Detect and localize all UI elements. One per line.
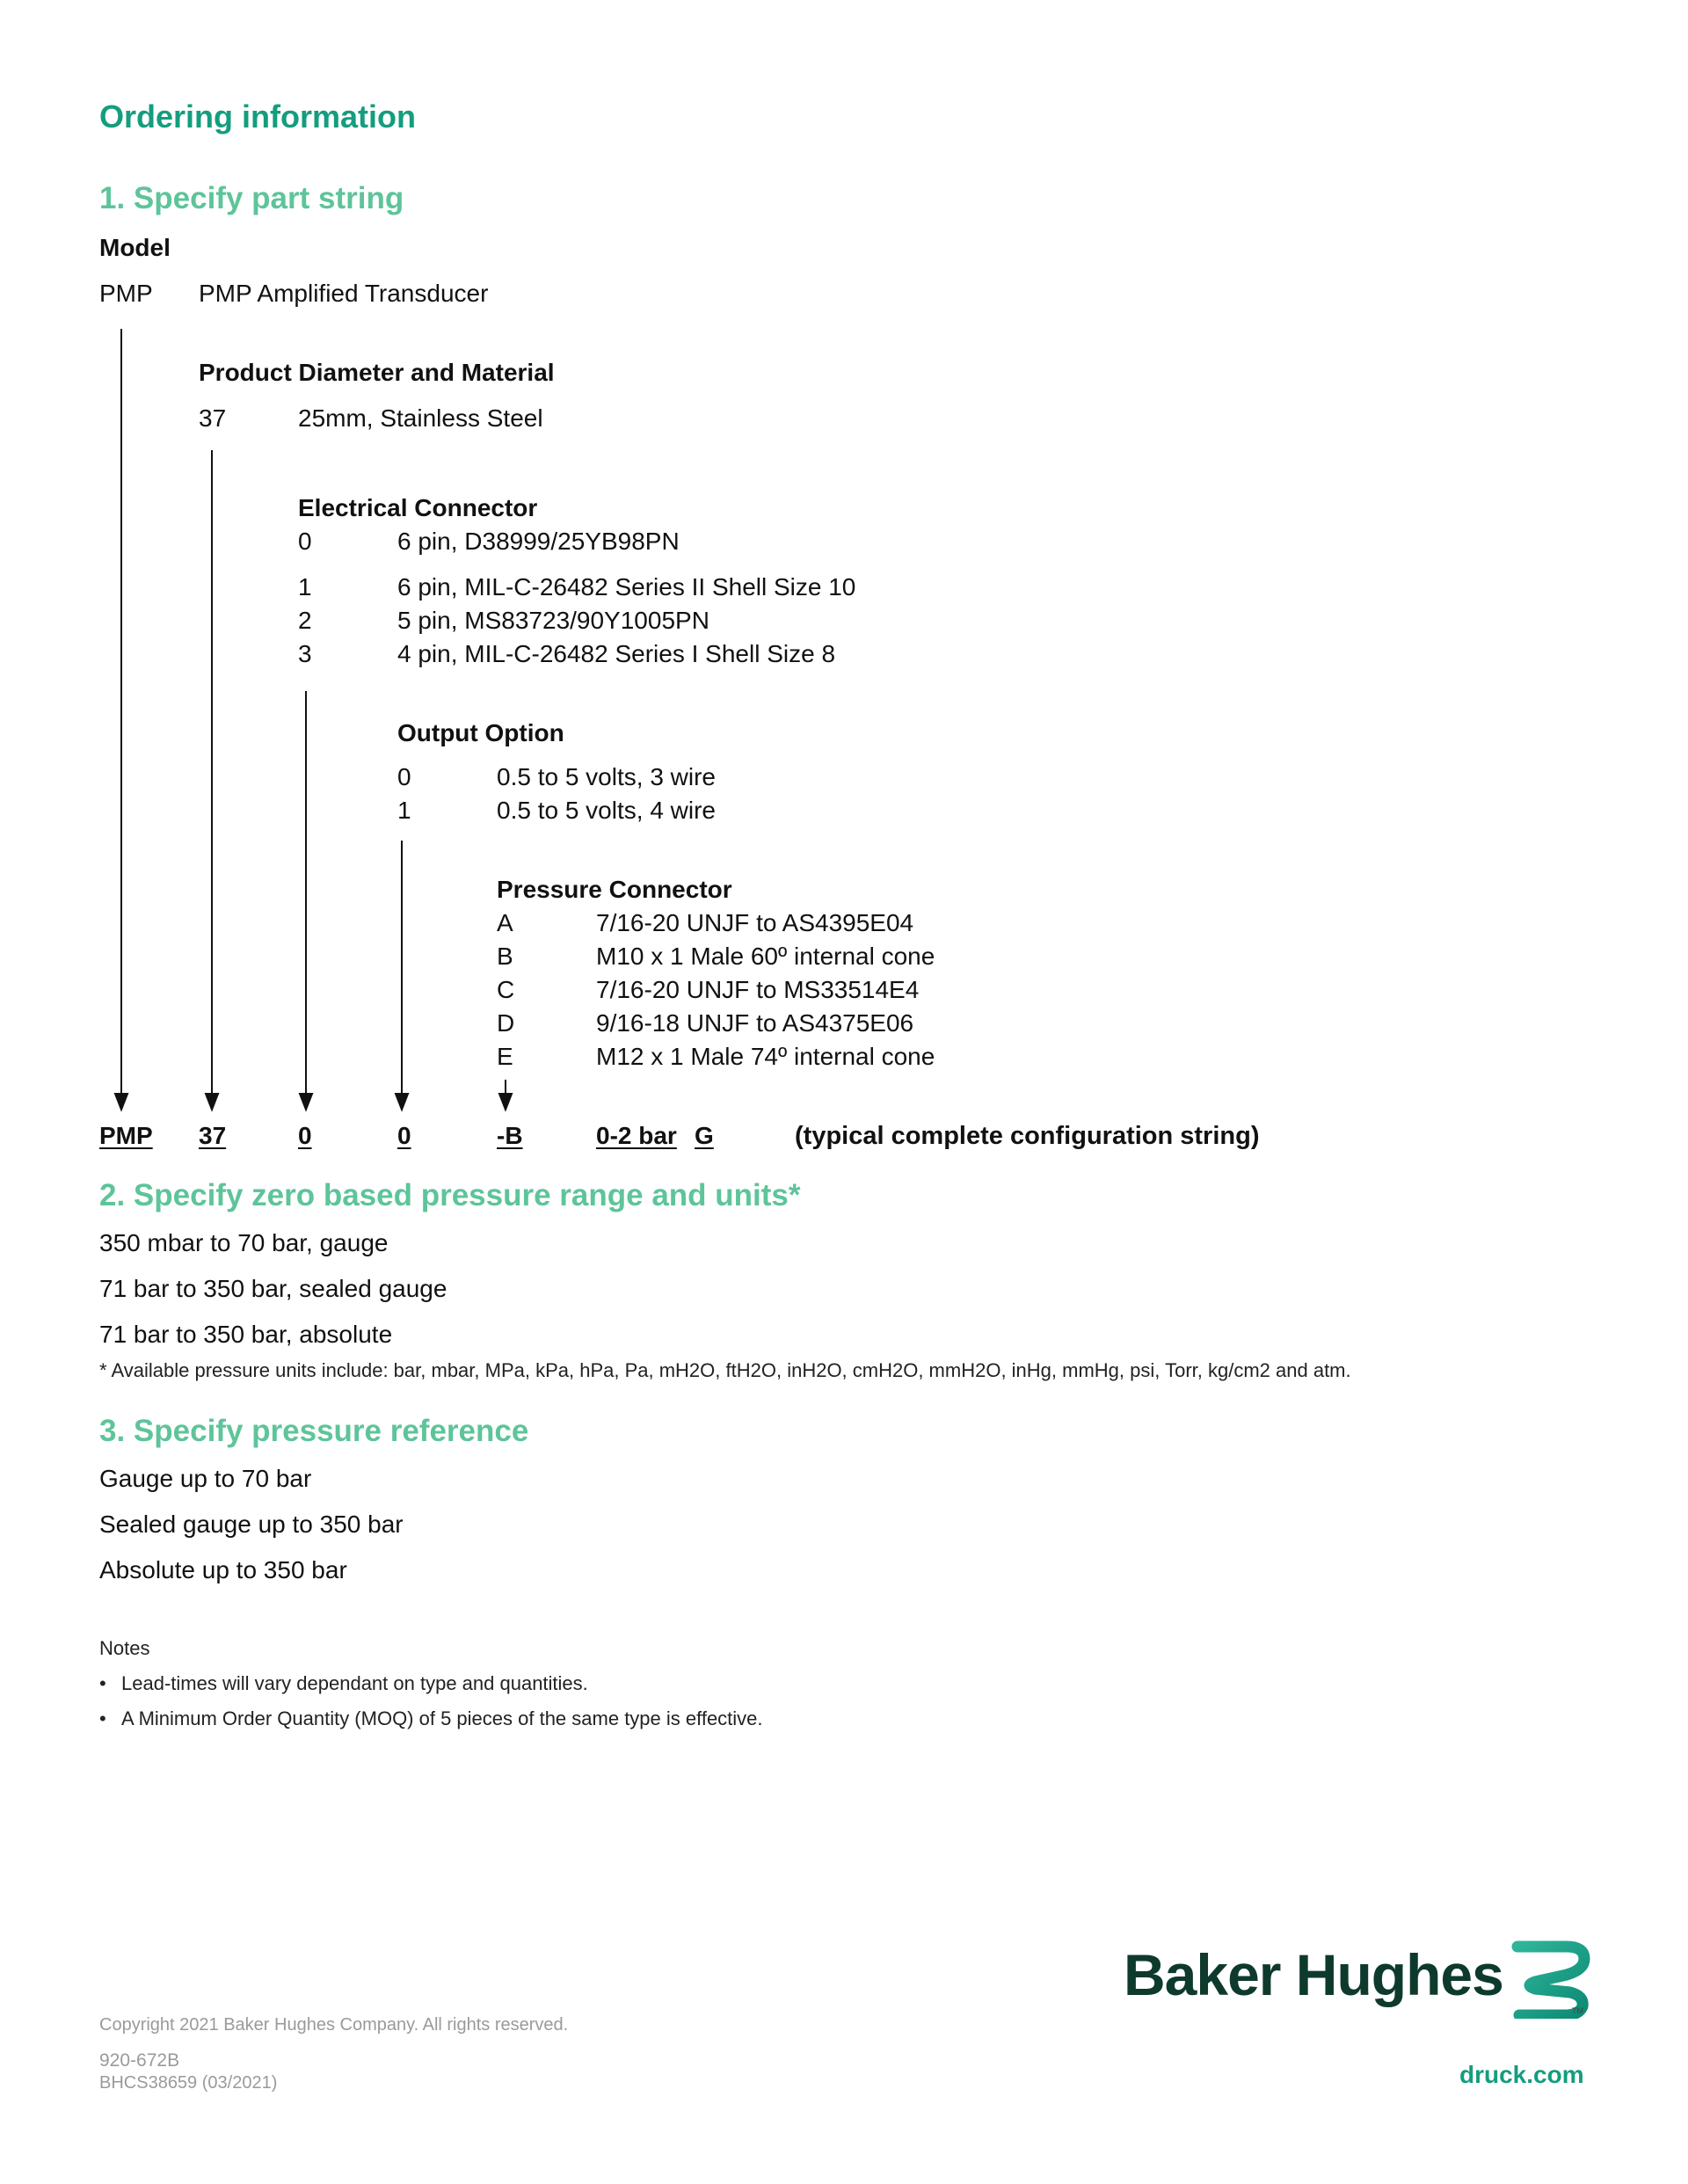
output-label: Output Option (397, 719, 564, 746)
config-reference: G (695, 1122, 714, 1149)
output-code-0: 0 (397, 763, 411, 790)
section3-heading: 3. Specify pressure reference (99, 1414, 529, 1448)
pc-code-c: C (497, 976, 515, 1003)
brand-name: Baker Hughes (1124, 1942, 1503, 2007)
diameter-code: 37 (199, 404, 227, 432)
model-label: Model (99, 234, 171, 261)
config-range: 0-2 bar (596, 1122, 677, 1149)
diameter-label: Product Diameter and Material (199, 359, 555, 386)
page-title: Ordering information (99, 98, 416, 135)
electrical-desc-3: 4 pin, MIL-C-26482 Series I Shell Size 8 (397, 640, 836, 667)
electrical-desc-2: 5 pin, MS83723/90Y1005PN (397, 607, 709, 634)
reference-item: Sealed gauge up to 350 bar (99, 1511, 404, 1538)
config-electrical: 0 (298, 1122, 312, 1149)
electrical-desc-1: 6 pin, MIL-C-26482 Series II Shell Size 10 (397, 573, 856, 601)
output-desc-1: 0.5 to 5 volts, 4 wire (497, 797, 717, 824)
config-diameter: 37 (199, 1122, 227, 1149)
doc-number: 920-672B (99, 2050, 180, 2071)
note-item: A Minimum Order Quantity (MOQ) of 5 pieces of the same type is effective. (121, 1707, 763, 1729)
units-footnote: * Available pressure units include: bar, mbar, MPa, kPa, hPa, Pa, mH2O, ftH2O, inH2O, cmH2O, mmH2O, inHg, mmHg, psi, Torr, kg/cm2 and atm. (99, 1359, 1351, 1381)
pc-code-a: A (497, 909, 513, 936)
pc-code-e: E (497, 1043, 513, 1070)
website-link[interactable]: druck.com (1459, 2061, 1584, 2088)
range-item: 71 bar to 350 bar, absolute (99, 1321, 393, 1348)
reference-item: Gauge up to 70 bar (99, 1465, 312, 1492)
pc-desc-b: M10 x 1 Male 60º internal cone (596, 943, 935, 970)
pc-desc-d: 9/16-18 UNJF to AS4375E06 (596, 1009, 914, 1037)
pc-desc-e: M12 x 1 Male 74º internal cone (596, 1043, 935, 1070)
pc-desc-a: 7/16-20 UNJF to AS4395E04 (596, 909, 914, 936)
config-model: PMP (99, 1122, 153, 1149)
electrical-code-2: 2 (298, 607, 312, 634)
electrical-code-0: 0 (298, 528, 312, 555)
reference-item: Absolute up to 350 bar (99, 1556, 347, 1583)
electrical-desc-0: 6 pin, D38999/25YB98PN (397, 528, 680, 555)
model-code: PMP (99, 280, 153, 307)
electrical-label: Electrical Connector (298, 494, 538, 521)
section1-heading: 1. Specify part string (99, 181, 404, 215)
model-desc: PMP Amplified Transducer (199, 280, 489, 307)
config-pressure-connector: -B (497, 1122, 523, 1149)
electrical-code-1: 1 (298, 573, 312, 601)
range-item: 350 mbar to 70 bar, gauge (99, 1229, 389, 1256)
diameter-desc: 25mm, Stainless Steel (298, 404, 543, 432)
bullet-icon: • (99, 1707, 106, 1729)
notes-heading: Notes (99, 1637, 150, 1659)
section2-heading: 2. Specify zero based pressure range and units* (99, 1178, 801, 1212)
pc-code-d: D (497, 1009, 515, 1037)
trademark: TM (1572, 2006, 1583, 2015)
range-item: 71 bar to 350 bar, sealed gauge (99, 1275, 447, 1302)
doc-code: BHCS38659 (03/2021) (99, 2073, 278, 2093)
output-code-1: 1 (397, 797, 411, 824)
pc-code-b: B (497, 943, 513, 970)
copyright: Copyright 2021 Baker Hughes Company. All rights reserved. (99, 2015, 569, 2035)
pc-desc-c: 7/16-20 UNJF to MS33514E4 (596, 976, 920, 1003)
note-item: Lead-times will vary dependant on type and quantities. (121, 1672, 588, 1694)
pressure-connector-label: Pressure Connector (497, 876, 732, 903)
electrical-code-3: 3 (298, 640, 312, 667)
bullet-icon: • (99, 1672, 106, 1694)
config-note: (typical complete configuration string) (795, 1122, 1260, 1150)
output-desc-0: 0.5 to 5 volts, 3 wire (497, 763, 717, 790)
config-output: 0 (397, 1122, 411, 1149)
